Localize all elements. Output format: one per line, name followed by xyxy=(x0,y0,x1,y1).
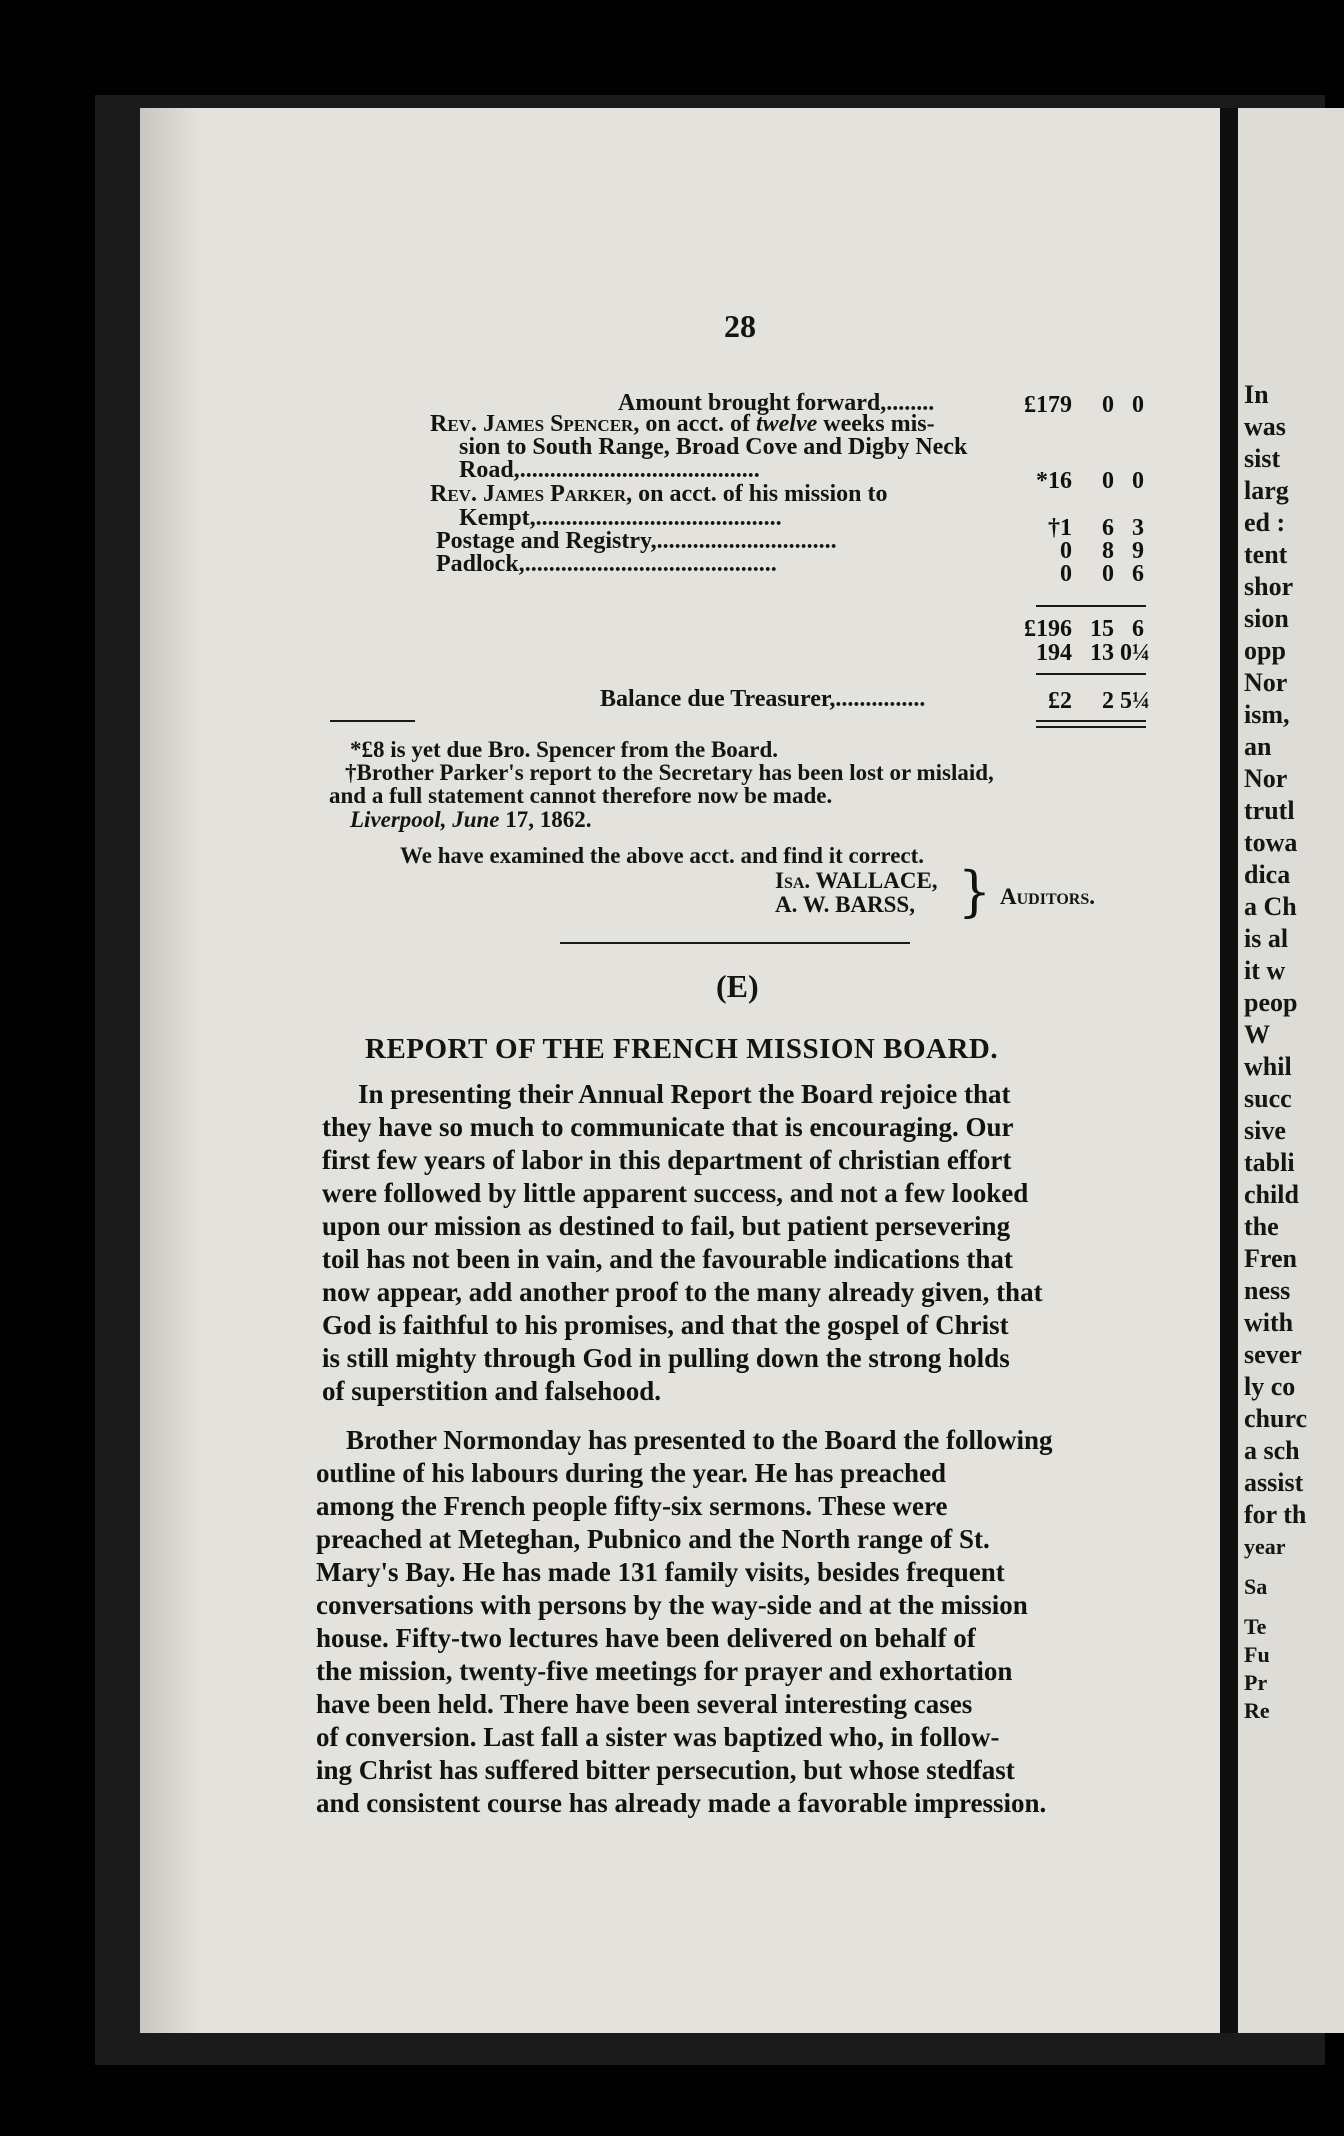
text-line: toil has not been in vain, and the favourable indications that xyxy=(322,1244,1013,1274)
text-line: Mary's Bay. He has made 131 family visits, besides frequent xyxy=(316,1557,1005,1587)
examined-statement: We have examined the above acct. and find it correct. xyxy=(400,843,925,868)
adjacent-page-fragment: tent xyxy=(1244,540,1288,569)
adjacent-page-fragment: sive xyxy=(1244,1116,1286,1145)
balance-pounds: £2 xyxy=(1048,688,1072,714)
acct-label: Kempt, xyxy=(459,505,536,531)
book-gutter xyxy=(1220,108,1238,2033)
adjacent-page-fragment: dica xyxy=(1244,860,1291,889)
adjacent-page-fragment: Nor xyxy=(1244,764,1288,793)
brace-icon: } xyxy=(958,860,992,924)
amt-kempt-shillings: 6 xyxy=(1102,515,1114,541)
adjacent-page-fragment: churc xyxy=(1244,1404,1308,1433)
auditors-label: Auditors. xyxy=(1000,884,1095,909)
text-line: In presenting their Annual Report the Board rejoice that xyxy=(358,1079,1011,1109)
adjacent-page-fragment: Te xyxy=(1244,1614,1267,1639)
page-number: 28 xyxy=(724,308,756,344)
adjacent-page-fragment: a Ch xyxy=(1244,892,1297,921)
adjacent-page-fragment: ness xyxy=(1244,1276,1291,1305)
amt-postage-shillings: 8 xyxy=(1102,538,1114,564)
text-line: house. Fifty-two lectures have been delivered on behalf of xyxy=(316,1623,976,1653)
acct-row-parker xyxy=(430,483,887,506)
page-shadow xyxy=(140,108,200,2033)
acct-text-end: weeks mis- xyxy=(817,411,935,437)
acct-row-padlock xyxy=(436,553,777,576)
acct-emph: twelve xyxy=(755,411,818,437)
adjacent-page-fragment: succ xyxy=(1244,1084,1292,1113)
adjacent-page-fragment: was xyxy=(1244,412,1286,441)
adjacent-page-fragment: whil xyxy=(1244,1052,1292,1081)
text-line: upon our mission as destined to fail, but patient persevering xyxy=(322,1211,1011,1241)
balance-pence: 5¼ xyxy=(1120,688,1150,714)
amt-forward-pounds: £179 xyxy=(1024,392,1072,418)
acct-name: Rev. James Spencer xyxy=(430,411,634,437)
adjacent-page-fragment: Fren xyxy=(1244,1244,1297,1273)
amt-padlock-pence: 6 xyxy=(1132,561,1144,587)
adjacent-page-fragment: assist xyxy=(1244,1468,1304,1497)
sum-rule xyxy=(1036,605,1146,607)
amt-total-shillings: 15 xyxy=(1090,616,1114,642)
amt-postage-pence: 9 xyxy=(1132,538,1144,564)
adjacent-page-fragment: shor xyxy=(1244,572,1294,601)
adjacent-page-fragment: sever xyxy=(1244,1340,1302,1369)
balance-rule xyxy=(1036,673,1146,675)
amt-road-shillings: 0 xyxy=(1102,468,1114,494)
dateline-date: 17, 1862. xyxy=(499,807,592,832)
amt-forward-pence: 0 xyxy=(1132,392,1144,418)
text-line: and consistent course has already made a favorable impression. xyxy=(316,1788,1047,1818)
amt-padlock-pounds: 0 xyxy=(1060,561,1072,587)
acct-label: Road, xyxy=(459,457,520,483)
auditor-barss: A. W. BARSS, xyxy=(775,892,915,917)
amt-road-pounds: *16 xyxy=(1036,468,1072,494)
adjacent-page xyxy=(1238,108,1344,2033)
text-line: they have so much to communicate that is encouraging. Our xyxy=(322,1112,1014,1142)
acct-text: , on acct. of his mission to xyxy=(626,481,888,507)
section-rule xyxy=(560,942,910,944)
adjacent-page-fragment: Nor xyxy=(1244,668,1288,697)
amt-received-shillings: 13 xyxy=(1090,640,1114,666)
text-line: of conversion. Last fall a sister was baptized who, in follow- xyxy=(316,1722,1000,1752)
balance-double-rule-2 xyxy=(1036,726,1146,728)
adjacent-page-fragment: Sa xyxy=(1244,1574,1268,1599)
balance-double-rule-1 xyxy=(1036,720,1146,722)
text-line: now appear, add another proof to the many already given, that xyxy=(322,1277,1043,1307)
text-line: Brother Normonday has presented to the Board the following xyxy=(346,1425,1053,1455)
text-line: among the French people fifty-six sermons. These were xyxy=(316,1491,948,1521)
adjacent-page-fragment: an xyxy=(1244,732,1272,761)
acct-label: Amount brought forward, xyxy=(618,390,887,416)
acct-row-postage xyxy=(436,530,837,553)
adjacent-page-fragment: peop xyxy=(1244,988,1298,1017)
dateline xyxy=(350,807,592,833)
amt-postage-pounds: 0 xyxy=(1060,538,1072,564)
adjacent-page-fragment: Re xyxy=(1244,1698,1270,1723)
auditor-wallace: Isa. WALLACE, xyxy=(775,868,938,893)
section-letter: (E) xyxy=(716,968,759,1004)
amt-received-pounds: 194 xyxy=(1036,640,1072,666)
text-line: were followed by little apparent success, and not a few looked xyxy=(322,1178,1029,1208)
adjacent-page-fragment: a sch xyxy=(1244,1436,1300,1465)
footnote-parker: †Brother Parker's report to the Secretary has been lost or mislaid, xyxy=(345,760,994,785)
adjacent-page-fragment: opp xyxy=(1244,636,1286,665)
balance-label: Balance due Treasurer, xyxy=(600,686,836,712)
amt-kempt-pounds: †1 xyxy=(1048,515,1072,541)
acct-label: Padlock, xyxy=(436,551,525,577)
notes-rule xyxy=(330,720,415,722)
adjacent-page-fragment: tabli xyxy=(1244,1148,1295,1177)
amt-received-pence: 0¼ xyxy=(1120,640,1150,666)
adjacent-page-fragment: child xyxy=(1244,1180,1299,1209)
amt-road-pence: 0 xyxy=(1132,468,1144,494)
adjacent-page-fragment: Pr xyxy=(1244,1670,1268,1695)
adjacent-page-fragment: trutl xyxy=(1244,796,1295,825)
adjacent-page-fragment: ism, xyxy=(1244,700,1290,729)
acct-dots: ........................................ xyxy=(519,457,760,483)
adjacent-page-fragment: larg xyxy=(1244,476,1289,505)
balance-dots: ............... xyxy=(835,686,926,712)
acct-row-road xyxy=(459,459,760,482)
balance-row xyxy=(600,688,925,711)
acct-dots: .............................. xyxy=(656,528,837,554)
acct-dots: .......................................... xyxy=(524,551,777,577)
adjacent-page-fragment: sion xyxy=(1244,604,1289,633)
adjacent-page-fragment: towa xyxy=(1244,828,1298,857)
text-line: outline of his labours during the year. He has preached xyxy=(316,1458,947,1488)
text-line: have been held. There have been several interesting cases xyxy=(316,1689,973,1719)
amt-forward-shillings: 0 xyxy=(1102,392,1114,418)
footnote-spencer: *£8 is yet due Bro. Spencer from the Board. xyxy=(350,737,779,762)
text-line: preached at Meteghan, Pubnico and the North range of St. xyxy=(316,1524,990,1554)
acct-name: Rev. James Parker xyxy=(430,481,627,507)
acct-text: , on acct. of xyxy=(633,411,756,437)
text-line: ing Christ has suffered bitter persecution, but whose stedfast xyxy=(316,1755,1015,1785)
text-line: first few years of labor in this department of christian effort xyxy=(322,1145,1012,1175)
text-line: is still mighty through God in pulling down the strong holds xyxy=(322,1343,1010,1373)
acct-row-spencer xyxy=(430,413,935,436)
amt-total-pounds: £196 xyxy=(1024,616,1072,642)
adjacent-page-fragment: In xyxy=(1244,380,1269,409)
acct-label: Postage and Registry, xyxy=(436,528,657,554)
adjacent-page-fragment: ed : xyxy=(1244,508,1286,537)
adjacent-page-fragment: W xyxy=(1244,1020,1270,1049)
text-line: conversations with persons by the way-side and at the mission xyxy=(316,1590,1028,1620)
text-line: the mission, twenty-five meetings for prayer and exhortation xyxy=(316,1656,1013,1686)
acct-dots: ........ xyxy=(886,390,935,416)
balance-shillings: 2 xyxy=(1102,688,1114,714)
adjacent-page-fragment: is al xyxy=(1244,924,1289,953)
adjacent-page-fragment: sist xyxy=(1244,444,1281,473)
amt-total-pence: 6 xyxy=(1132,616,1144,642)
acct-dots: ......................................... xyxy=(535,505,782,531)
amt-padlock-shillings: 0 xyxy=(1102,561,1114,587)
paragraph-normonday xyxy=(316,1424,1144,1820)
paragraph-intro xyxy=(322,1078,1142,1408)
footnote-parker-cont: and a full statement cannot therefore now be made. xyxy=(329,783,833,808)
adjacent-page-fragment: it w xyxy=(1244,956,1286,985)
acct-row-spencer-cont: sion to South Range, Broad Cove and Digby Neck xyxy=(459,434,968,460)
dateline-place: Liverpool, June xyxy=(350,807,500,832)
adjacent-page-fragment: for th xyxy=(1244,1500,1307,1529)
text-line: God is faithful to his promises, and that the gospel of Christ xyxy=(322,1310,1009,1340)
adjacent-page-fragment: year xyxy=(1244,1534,1286,1559)
adjacent-page-fragment: the xyxy=(1244,1212,1279,1241)
adjacent-page-fragment: Fu xyxy=(1244,1642,1270,1667)
text-line: of superstition and falsehood. xyxy=(322,1376,662,1406)
adjacent-page-fragment: ly co xyxy=(1244,1372,1296,1401)
acct-row-kempt xyxy=(459,507,782,530)
adjacent-page-fragment: with xyxy=(1244,1308,1294,1337)
report-title: REPORT OF THE FRENCH MISSION BOARD. xyxy=(365,1033,999,1065)
amt-kempt-pence: 3 xyxy=(1132,515,1144,541)
